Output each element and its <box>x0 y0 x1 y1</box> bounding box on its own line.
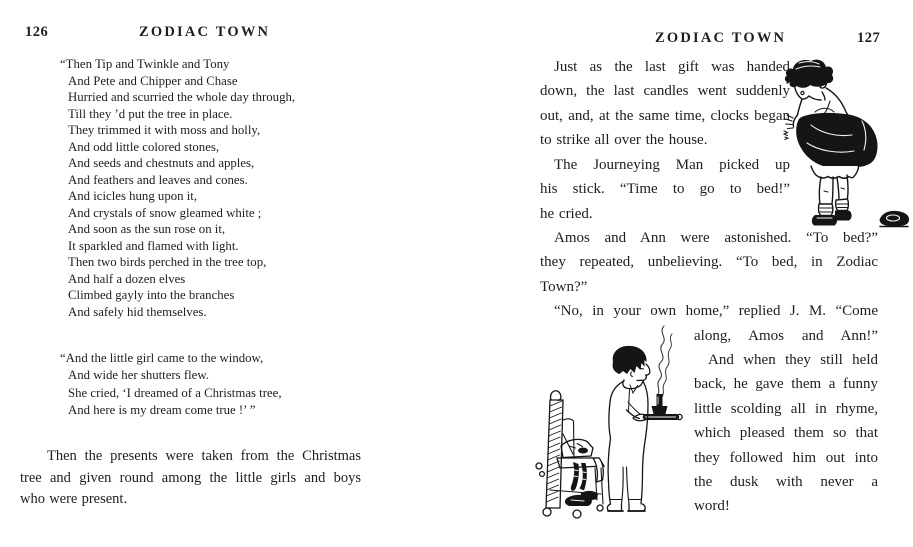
paragraph-5 <box>694 348 878 519</box>
poem-stanza-1 <box>60 56 368 320</box>
left-closing-paragraph <box>20 446 361 511</box>
text-line: which pleased them so that <box>694 425 878 442</box>
poem-line: And safely hid themselves. <box>68 304 207 319</box>
poem-line: They trimmed it with moss and holly, <box>68 123 261 137</box>
text-line: he cried. <box>540 205 593 222</box>
poem-line: And icicles hung upon it, <box>68 189 198 203</box>
right-page-number: 127 <box>857 30 881 46</box>
poem-line: Then two birds perched in the tree top, <box>68 255 267 269</box>
paragraph-4-first-line <box>540 299 878 323</box>
text-line: out, and, at the same time, clocks began <box>540 107 790 124</box>
right-running-head: ZODIAC TOWN <box>655 30 787 46</box>
left-running-head: ZODIAC TOWN <box>139 24 271 40</box>
text-line: tree and given round among the little girls and boys <box>20 469 361 486</box>
left-page-number: 126 <box>25 24 49 40</box>
poem-line: And Pete and Chipper and Chase <box>68 73 238 88</box>
poem-line: She cried, ‘I dreamed of a Christmas tree, <box>68 385 282 400</box>
paragraph-3 <box>540 226 878 299</box>
text-line: Amos and Ann were astonished. “To bed?” <box>554 230 878 246</box>
text-line: back, he gave them a funny <box>694 376 878 393</box>
poem-line: And odd little colored stones, <box>68 139 220 154</box>
text-line: Town?” <box>540 278 588 295</box>
paragraph-1 <box>540 55 790 153</box>
poem-line: And seeds and chestnuts and apples, <box>68 156 255 170</box>
text-line: to strike all over the house. <box>540 132 708 149</box>
text-line: down, the last candles went suddenly <box>540 83 790 100</box>
poem-line: And wide her shutters flew. <box>68 368 209 383</box>
text-line: The Journeying Man picked up <box>554 157 790 173</box>
poem-line: It sparkled and flamed with light. <box>68 238 239 253</box>
poem-line: And here is my dream come true !’ ” <box>68 403 256 418</box>
poem-line: And half a dozen elves <box>68 271 186 286</box>
paragraph-2 <box>540 153 790 226</box>
text-line: along, Amos and Ann!” <box>694 328 878 344</box>
child-with-candle-illustration <box>533 322 685 520</box>
poem-line: Climbed gayly into the branches <box>68 288 235 302</box>
text-line: who were present. <box>20 491 128 507</box>
text-line: his stick. “Time to go to bed!” <box>540 181 790 198</box>
poem-line: And soon as the sun rose on it, <box>68 222 226 236</box>
poem-line: Till they ’d put the tree in place. <box>68 106 233 121</box>
paragraph-4-second-line <box>694 324 878 348</box>
text-line: the dusk with never a <box>694 474 878 491</box>
poem-line: “Then Tip and Twinkle and Tony <box>60 57 230 71</box>
text-line: little scolding all in rhyme, <box>694 400 878 417</box>
poem-line: Hurried and scurried the whole day through, <box>68 90 296 104</box>
poem-line: “And the little girl came to the window, <box>60 351 264 365</box>
poem-line: And crystals of snow gleamed white ; <box>68 205 262 220</box>
poem-line: And feathers and leaves and cones. <box>68 172 248 187</box>
text-line: And when they still held <box>708 352 878 368</box>
poem-stanza-2 <box>60 350 368 420</box>
text-line: Just as the last gift was handed <box>554 59 790 75</box>
text-line: Then the presents were taken from the Christmas <box>47 448 361 464</box>
text-line: “No, in your own home,” replied J. M. “Come <box>554 303 878 319</box>
undressing-child-illustration <box>781 55 911 230</box>
text-line: they followed him out into <box>694 449 878 466</box>
text-line: word! <box>694 498 730 515</box>
text-line: they repeated, unbelieving. “To bed, in Zodiac <box>540 254 878 271</box>
